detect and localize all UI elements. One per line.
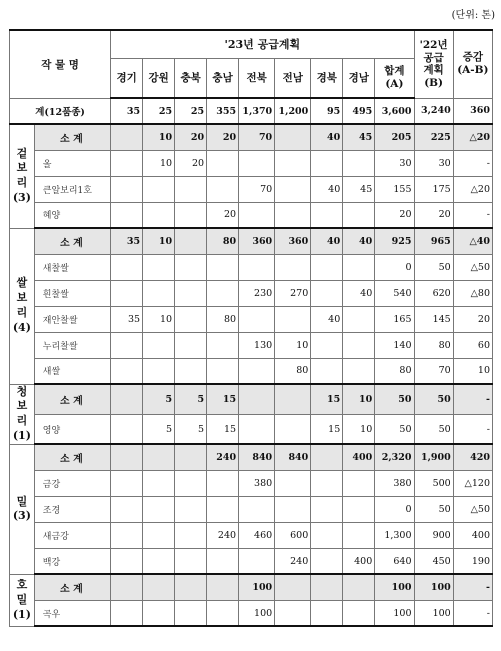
- table-cell: [143, 358, 175, 384]
- table-cell: [311, 496, 343, 522]
- table-row: [10, 600, 493, 626]
- table-row: [10, 176, 493, 202]
- table-cell: 2,320: [375, 444, 414, 470]
- table-cell: 25: [143, 98, 175, 124]
- table-cell: [239, 150, 275, 176]
- table-cell: [343, 496, 375, 522]
- table-cell: [111, 254, 143, 280]
- table-cell: 50: [414, 496, 453, 522]
- table-cell: 240: [207, 444, 239, 470]
- table-cell: 80: [207, 228, 239, 254]
- table-cell: △20: [453, 176, 492, 202]
- subtotal-label: 소 계: [34, 228, 110, 254]
- subtotal-label: 소 계: [34, 384, 110, 414]
- table-cell: [175, 444, 207, 470]
- plan-2023-header: '23년 공급계획: [111, 30, 414, 58]
- table-cell: 20: [207, 124, 239, 150]
- table-cell: 3,600: [375, 98, 414, 124]
- variety-name: 큰알보리1호: [34, 176, 110, 202]
- table-cell: [143, 176, 175, 202]
- table-cell: -: [453, 600, 492, 626]
- table-cell: 500: [414, 470, 453, 496]
- table-row: [10, 332, 493, 358]
- table-cell: [311, 470, 343, 496]
- table-cell: [207, 600, 239, 626]
- table-cell: 140: [375, 332, 414, 358]
- table-cell: [207, 548, 239, 574]
- table-cell: [275, 574, 311, 600]
- table-cell: [111, 470, 143, 496]
- table-cell: [207, 358, 239, 384]
- table-cell: △50: [453, 496, 492, 522]
- variety-name: 금강: [34, 470, 110, 496]
- table-cell: [143, 522, 175, 548]
- table-cell: 15: [311, 384, 343, 414]
- table-cell: 95: [311, 98, 343, 124]
- table-cell: [343, 600, 375, 626]
- crop-group-label: 겉 보 리 (3): [10, 124, 35, 228]
- table-cell: 20: [175, 124, 207, 150]
- table-cell: 50: [414, 414, 453, 444]
- table-cell: [111, 332, 143, 358]
- table-cell: 965: [414, 228, 453, 254]
- table-cell: [275, 414, 311, 444]
- table-cell: 80: [375, 358, 414, 384]
- table-cell: [311, 600, 343, 626]
- table-row: [10, 496, 493, 522]
- table-cell: 460: [239, 522, 275, 548]
- table-cell: 35: [111, 98, 143, 124]
- table-cell: [239, 384, 275, 414]
- variety-name: 곡우: [34, 600, 110, 626]
- table-cell: [143, 332, 175, 358]
- table-cell: 1,900: [414, 444, 453, 470]
- table-cell: 1,300: [375, 522, 414, 548]
- table-cell: [175, 548, 207, 574]
- table-cell: 15: [207, 414, 239, 444]
- table-cell: 145: [414, 306, 453, 332]
- table-cell: [311, 150, 343, 176]
- region-header: 경북: [311, 58, 343, 98]
- table-cell: [239, 254, 275, 280]
- table-cell: 40: [343, 280, 375, 306]
- table-cell: [175, 470, 207, 496]
- table-cell: [275, 600, 311, 626]
- crop-group-label: 청 보 리 (1): [10, 384, 35, 444]
- subtotal-row: [10, 384, 493, 414]
- table-cell: 40: [311, 306, 343, 332]
- variety-name: 새쌀: [34, 358, 110, 384]
- table-cell: 100: [375, 574, 414, 600]
- variety-name: 백강: [34, 548, 110, 574]
- variety-name: 혜양: [34, 202, 110, 228]
- table-cell: -: [453, 202, 492, 228]
- table-cell: 35: [111, 306, 143, 332]
- table-cell: △50: [453, 254, 492, 280]
- subtotal-label: 소 계: [34, 444, 110, 470]
- table-cell: [175, 176, 207, 202]
- table-cell: [175, 358, 207, 384]
- region-header: 경기: [111, 58, 143, 98]
- table-cell: 0: [375, 254, 414, 280]
- table-row: [10, 414, 493, 444]
- table-row: [10, 470, 493, 496]
- crop-name-header: 작 물 명: [10, 30, 111, 98]
- table-cell: 1,370: [239, 98, 275, 124]
- table-cell: △40: [453, 228, 492, 254]
- table-cell: 900: [414, 522, 453, 548]
- table-cell: 840: [239, 444, 275, 470]
- table-cell: -: [453, 414, 492, 444]
- table-cell: 925: [375, 228, 414, 254]
- table-cell: [175, 332, 207, 358]
- table-cell: 60: [453, 332, 492, 358]
- table-cell: 620: [414, 280, 453, 306]
- table-cell: -: [453, 574, 492, 600]
- table-cell: 80: [207, 306, 239, 332]
- table-cell: [143, 470, 175, 496]
- table-cell: [239, 358, 275, 384]
- table-cell: [111, 280, 143, 306]
- table-cell: [343, 254, 375, 280]
- table-cell: [111, 150, 143, 176]
- subtotal-label: 소 계: [34, 574, 110, 600]
- table-cell: 10: [143, 306, 175, 332]
- table-cell: 155: [375, 176, 414, 202]
- table-cell: [111, 384, 143, 414]
- table-cell: [311, 358, 343, 384]
- table-row: [10, 280, 493, 306]
- crop-group-label: 밀 (3): [10, 444, 35, 574]
- region-header: 전북: [239, 58, 275, 98]
- table-cell: [175, 496, 207, 522]
- table-cell: [143, 600, 175, 626]
- table-cell: 5: [143, 414, 175, 444]
- table-cell: [143, 280, 175, 306]
- table-cell: [207, 280, 239, 306]
- table-cell: 540: [375, 280, 414, 306]
- table-cell: [111, 522, 143, 548]
- subtotal-label: 소 계: [34, 124, 110, 150]
- table-cell: [239, 414, 275, 444]
- variety-name: 재안찰쌀: [34, 306, 110, 332]
- table-cell: 20: [453, 306, 492, 332]
- table-cell: [111, 358, 143, 384]
- table-cell: [275, 306, 311, 332]
- table-cell: [343, 202, 375, 228]
- table-cell: 100: [239, 574, 275, 600]
- table-cell: [175, 306, 207, 332]
- table-cell: 0: [375, 496, 414, 522]
- table-cell: 50: [414, 384, 453, 414]
- table-cell: 5: [175, 414, 207, 444]
- table-cell: [311, 332, 343, 358]
- table-cell: 10: [343, 414, 375, 444]
- table-cell: 360: [275, 228, 311, 254]
- table-cell: [111, 574, 143, 600]
- table-cell: 80: [275, 358, 311, 384]
- table-cell: △120: [453, 470, 492, 496]
- table-cell: [275, 202, 311, 228]
- table-cell: [207, 496, 239, 522]
- table-cell: -: [453, 384, 492, 414]
- table-cell: [111, 548, 143, 574]
- table-cell: [275, 124, 311, 150]
- table-cell: 1,200: [275, 98, 311, 124]
- table-cell: [143, 574, 175, 600]
- table-cell: 10: [453, 358, 492, 384]
- table-cell: 30: [375, 150, 414, 176]
- variety-name: 영양: [34, 414, 110, 444]
- table-cell: 20: [207, 202, 239, 228]
- unit-label: (단위: 톤): [451, 10, 495, 21]
- table-cell: [111, 176, 143, 202]
- table-cell: 25: [175, 98, 207, 124]
- grand-total-label: 계(12품종): [10, 98, 111, 124]
- variety-name: 새금강: [34, 522, 110, 548]
- table-cell: 40: [343, 228, 375, 254]
- table-cell: 400: [453, 522, 492, 548]
- table-cell: 30: [414, 150, 453, 176]
- table-cell: [343, 470, 375, 496]
- table-cell: 400: [343, 444, 375, 470]
- table-cell: 165: [375, 306, 414, 332]
- table-row: [10, 150, 493, 176]
- table-cell: 40: [311, 176, 343, 202]
- table-cell: 20: [375, 202, 414, 228]
- table-cell: [207, 176, 239, 202]
- table-cell: 15: [207, 384, 239, 414]
- table-cell: [175, 228, 207, 254]
- table-cell: [343, 150, 375, 176]
- table-cell: 175: [414, 176, 453, 202]
- table-cell: 70: [414, 358, 453, 384]
- table-cell: 100: [375, 600, 414, 626]
- table-cell: [311, 522, 343, 548]
- table-cell: [175, 280, 207, 306]
- table-cell: [343, 522, 375, 548]
- table-cell: 45: [343, 176, 375, 202]
- region-header: 충북: [175, 58, 207, 98]
- table-cell: 40: [311, 124, 343, 150]
- table-cell: 10: [143, 228, 175, 254]
- table-cell: 35: [111, 228, 143, 254]
- table-cell: 5: [143, 384, 175, 414]
- variety-name: 새찰쌀: [34, 254, 110, 280]
- table-cell: 20: [414, 202, 453, 228]
- subtotal-row: [10, 124, 493, 150]
- table-cell: [143, 254, 175, 280]
- table-cell: [175, 600, 207, 626]
- table-cell: 10: [275, 332, 311, 358]
- table-cell: [343, 332, 375, 358]
- table-cell: [239, 306, 275, 332]
- table-cell: 400: [343, 548, 375, 574]
- table-cell: 380: [239, 470, 275, 496]
- table-cell: 190: [453, 548, 492, 574]
- table-cell: 360: [453, 98, 492, 124]
- subtotal-row: [10, 574, 493, 600]
- table-cell: 240: [207, 522, 239, 548]
- table-cell: 50: [375, 384, 414, 414]
- table-cell: [143, 496, 175, 522]
- table-cell: 100: [414, 600, 453, 626]
- table-cell: 70: [239, 124, 275, 150]
- table-cell: [207, 470, 239, 496]
- change-header: 증감 (A-B): [453, 30, 492, 98]
- table-cell: [343, 306, 375, 332]
- table-cell: 230: [239, 280, 275, 306]
- table-cell: [311, 280, 343, 306]
- table-cell: [111, 202, 143, 228]
- table-cell: 240: [275, 548, 311, 574]
- table-cell: -: [453, 150, 492, 176]
- table-cell: [111, 444, 143, 470]
- crop-group-label: 쌀 보 리 (4): [10, 228, 35, 384]
- table-cell: [175, 522, 207, 548]
- region-header: 경남: [343, 58, 375, 98]
- table-cell: 50: [375, 414, 414, 444]
- table-cell: [275, 496, 311, 522]
- table-cell: 10: [143, 124, 175, 150]
- table-cell: 45: [343, 124, 375, 150]
- table-cell: 355: [207, 98, 239, 124]
- table-cell: [275, 470, 311, 496]
- crop-group-label: 호 밀 (1): [10, 574, 35, 626]
- table-cell: [207, 254, 239, 280]
- table-cell: 380: [375, 470, 414, 496]
- table-cell: [111, 600, 143, 626]
- subtotal-row: [10, 444, 493, 470]
- table-cell: [275, 150, 311, 176]
- table-cell: [207, 574, 239, 600]
- table-cell: [111, 414, 143, 444]
- table-cell: [175, 574, 207, 600]
- table-cell: [275, 384, 311, 414]
- region-header: 충남: [207, 58, 239, 98]
- table-cell: [111, 496, 143, 522]
- table-cell: 100: [414, 574, 453, 600]
- table-cell: [275, 254, 311, 280]
- table-cell: [311, 444, 343, 470]
- variety-name: 올: [34, 150, 110, 176]
- table-cell: 80: [414, 332, 453, 358]
- table-cell: [311, 202, 343, 228]
- region-header: 강원: [143, 58, 175, 98]
- subtotal-row: [10, 228, 493, 254]
- table-row: [10, 358, 493, 384]
- table-cell: 130: [239, 332, 275, 358]
- plan-2022-header: '22년 공급 계획 (B): [414, 30, 453, 98]
- table-cell: [143, 444, 175, 470]
- table-cell: 270: [275, 280, 311, 306]
- table-cell: 450: [414, 548, 453, 574]
- table-cell: [143, 548, 175, 574]
- table-cell: [275, 176, 311, 202]
- table-cell: [175, 254, 207, 280]
- table-cell: 10: [143, 150, 175, 176]
- region-header: 전남: [275, 58, 311, 98]
- variety-name: 흰찰쌀: [34, 280, 110, 306]
- variety-name: 조경: [34, 496, 110, 522]
- table-cell: [311, 254, 343, 280]
- grand-total-row: [10, 98, 493, 124]
- table-cell: [239, 548, 275, 574]
- table-row: [10, 254, 493, 280]
- table-row: [10, 306, 493, 332]
- table-cell: 360: [239, 228, 275, 254]
- table-cell: 840: [275, 444, 311, 470]
- table-cell: [239, 496, 275, 522]
- table-cell: [343, 574, 375, 600]
- table-cell: △20: [453, 124, 492, 150]
- table-cell: 40: [311, 228, 343, 254]
- table-cell: 10: [343, 384, 375, 414]
- table-cell: 600: [275, 522, 311, 548]
- table-cell: 225: [414, 124, 453, 150]
- supply-plan-table: [9, 29, 493, 627]
- table-cell: 495: [343, 98, 375, 124]
- table-cell: [311, 548, 343, 574]
- table-cell: 15: [311, 414, 343, 444]
- table-cell: [143, 202, 175, 228]
- table-cell: 100: [239, 600, 275, 626]
- table-cell: 70: [239, 176, 275, 202]
- table-cell: 20: [175, 150, 207, 176]
- table-cell: [175, 202, 207, 228]
- table-cell: [207, 150, 239, 176]
- table-row: [10, 202, 493, 228]
- table-cell: [311, 574, 343, 600]
- table-row: [10, 548, 493, 574]
- table-cell: 640: [375, 548, 414, 574]
- table-row: [10, 522, 493, 548]
- table-cell: △80: [453, 280, 492, 306]
- table-cell: 3,240: [414, 98, 453, 124]
- table-cell: [111, 124, 143, 150]
- table-cell: [239, 202, 275, 228]
- variety-name: 누리찰쌀: [34, 332, 110, 358]
- table-cell: 50: [414, 254, 453, 280]
- total-a-header: 합계 (A): [375, 58, 414, 98]
- table-cell: 420: [453, 444, 492, 470]
- table-cell: 5: [175, 384, 207, 414]
- table-cell: 205: [375, 124, 414, 150]
- table-cell: [207, 332, 239, 358]
- table-cell: [343, 358, 375, 384]
